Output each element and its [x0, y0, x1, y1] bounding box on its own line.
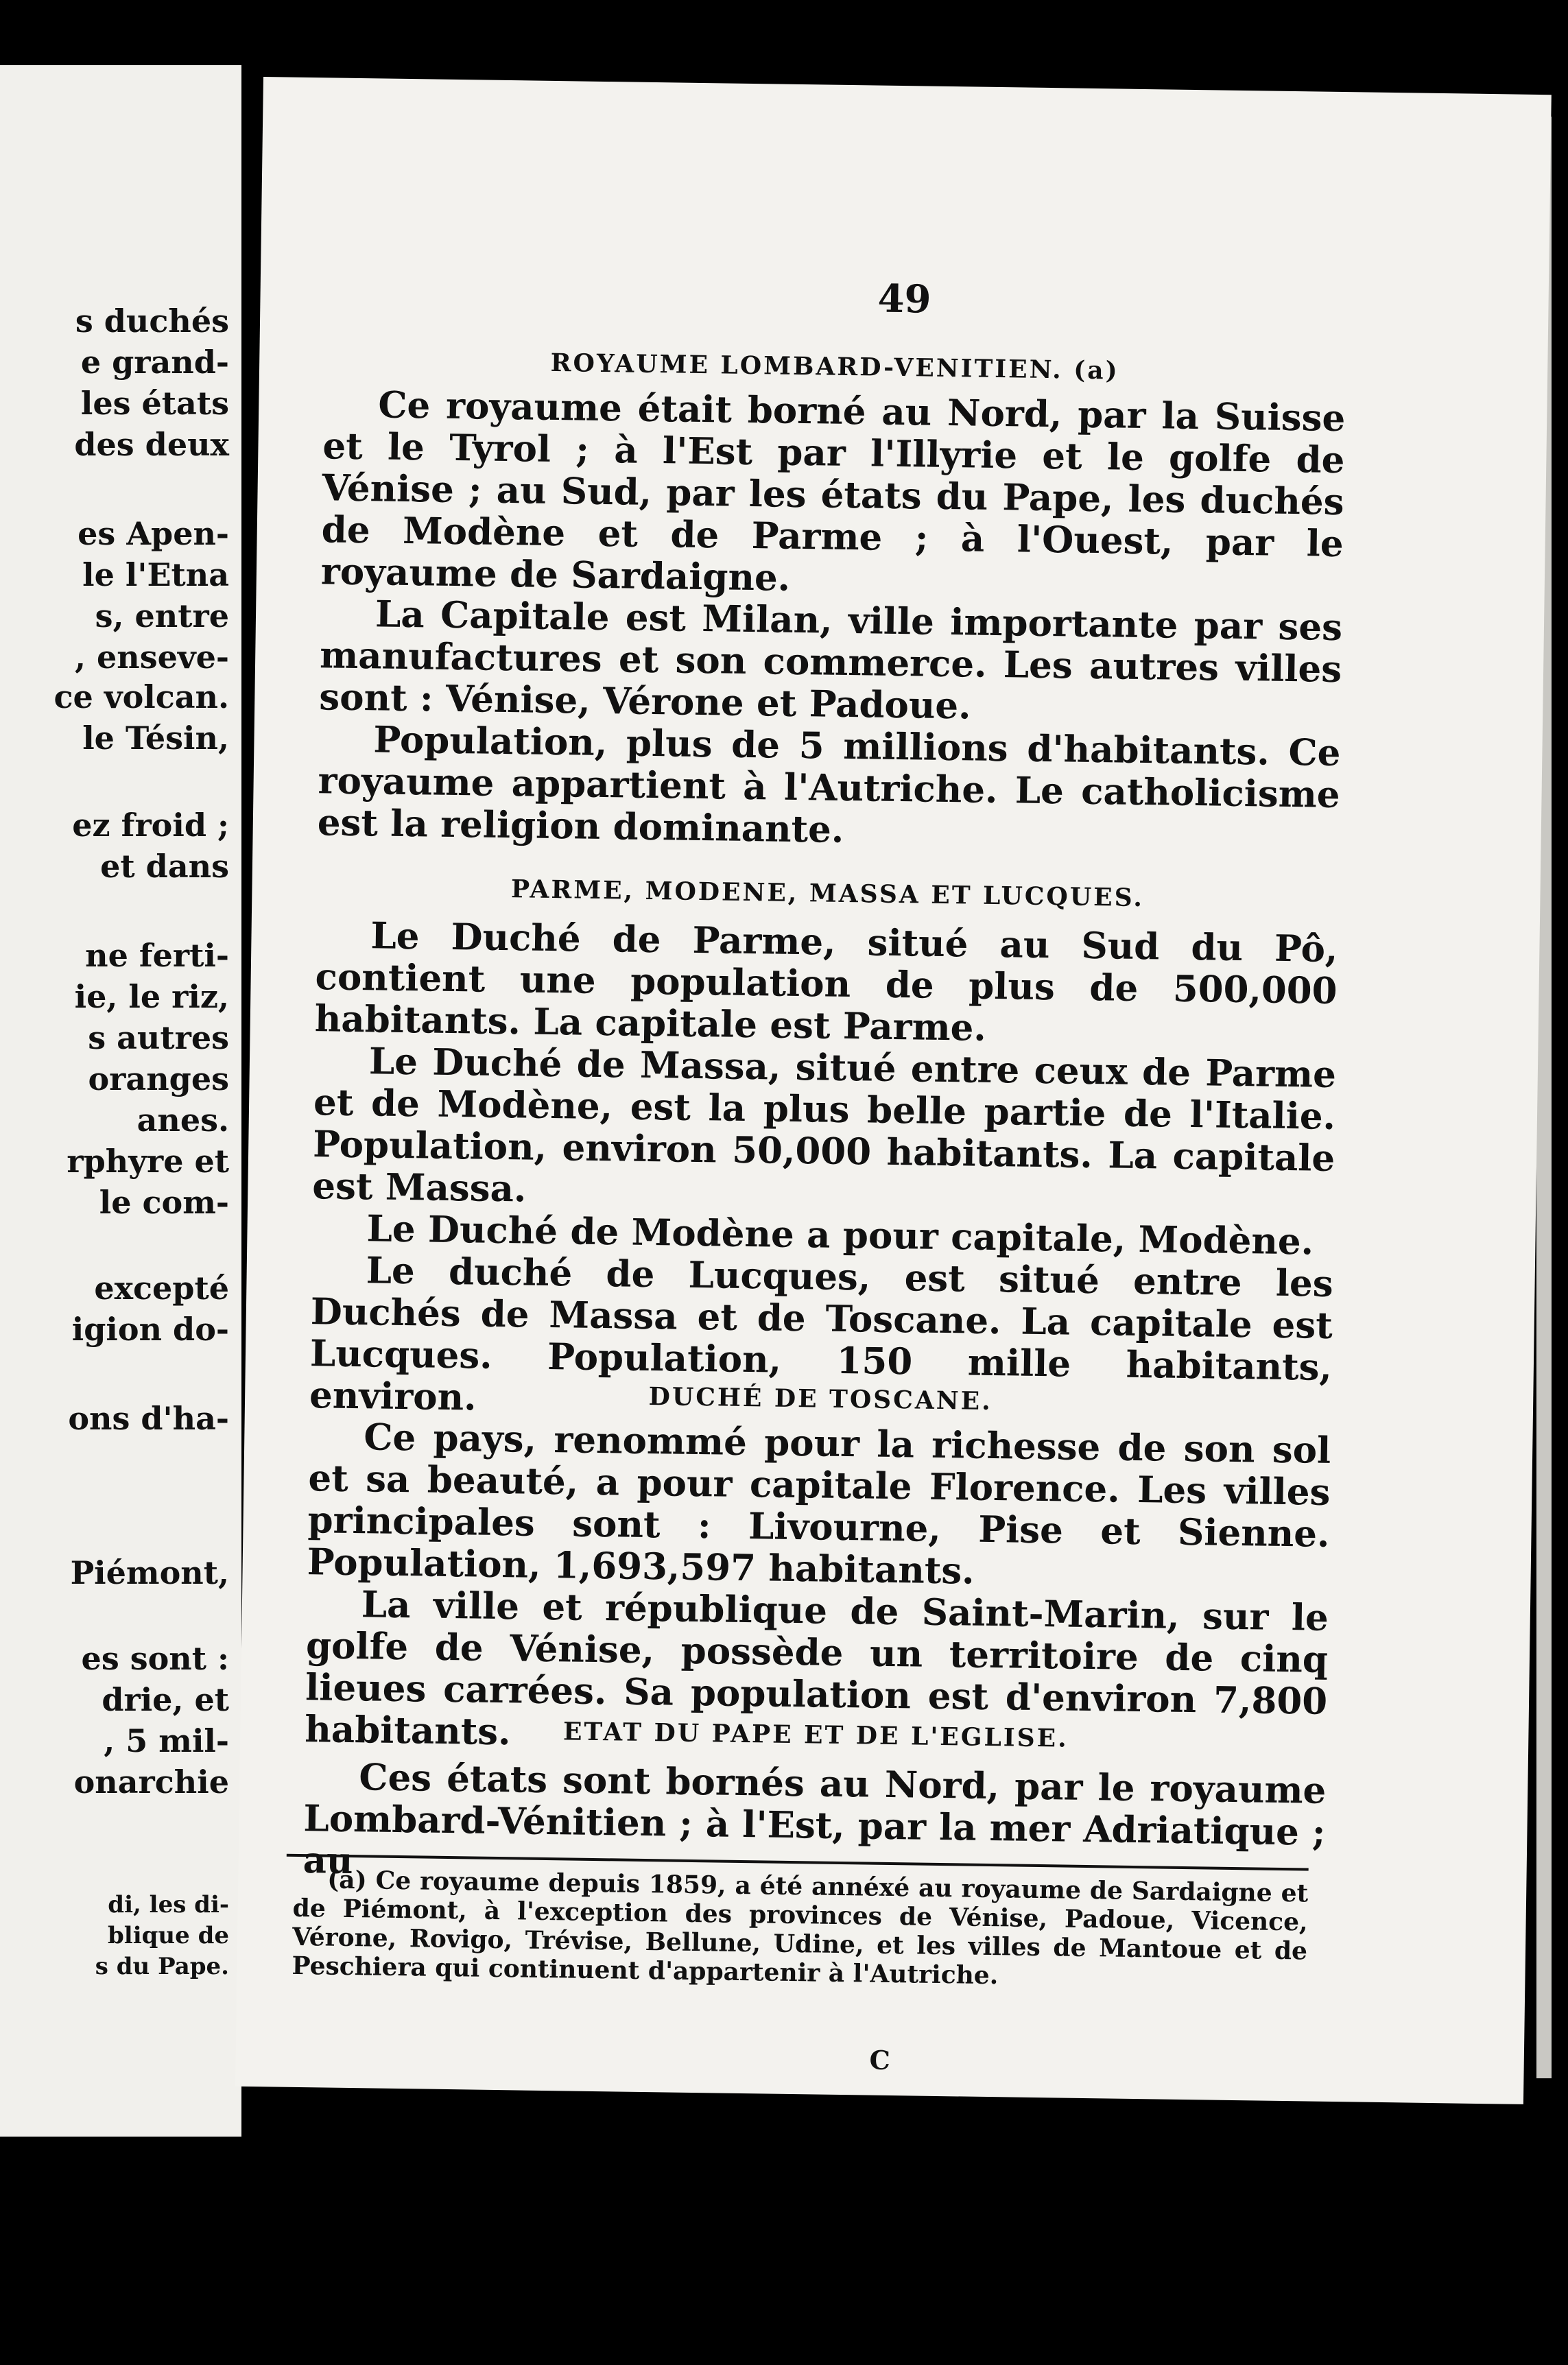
left-page-line: et dans: [100, 848, 229, 885]
left-page-line: drie, et: [102, 1681, 229, 1718]
left-page-line: ons d'ha-: [68, 1400, 229, 1437]
section-toscane: [305, 1377, 1331, 1765]
section-lombard-venitien: [317, 345, 1346, 858]
left-page-line: s autres: [88, 1019, 229, 1056]
left-page-footnote-line: s du Pape.: [95, 1953, 229, 1980]
left-page-line: s duchés: [75, 302, 229, 340]
left-page-line: excepté: [94, 1270, 229, 1307]
paragraph: Ce royaume était borné au Nord, par la Suisse et le Tyrol ; à l'Est par l'Illyrie et le golfe de Vénise ; au Sud, par les états du Pape, les duchés de Modène et de Parme ; à l'Ouest, par le royaume de Sardaigne.: [320, 383, 1346, 599]
paragraph: Le Duché de Parme, situé au Sud du Pô, contient une population de plus de 500,000 habitants. La capitale est Parme.: [314, 914, 1338, 1049]
signature-mark: C: [869, 2044, 891, 2076]
paragraph: Ces états sont bornés au Nord, par le royaume Lombard-Vénitien ; à l'Est, par la mer Adriatique ; au: [302, 1756, 1327, 1883]
left-page-line: ne ferti-: [85, 937, 229, 974]
left-page-line: , enseve-: [75, 639, 229, 676]
left-page-line: le com-: [99, 1184, 229, 1221]
paragraph: Population, plus de 5 millions d'habitants. Ce royaume appartient à l'Autriche. Le catholicisme est la religion dominante.: [317, 718, 1341, 851]
left-page-line: oranges: [88, 1060, 229, 1097]
left-page-line: le l'Etna: [82, 556, 229, 593]
left-page-line: onarchie: [73, 1763, 229, 1801]
left-page-line: e grand-: [80, 344, 229, 381]
paragraph: Le Duché de Modène a pour capitale, Modène.: [366, 1207, 1314, 1263]
book-page: [235, 77, 1552, 2104]
section-parme-modene: [309, 872, 1339, 1431]
left-page-line: Piémont,: [70, 1554, 229, 1591]
section-heading: ETAT DU PAPE ET DE L'EGLISE.: [562, 1717, 1069, 1753]
section-heading: PARME, MODENE, MASSA ET LUCQUES.: [510, 875, 1145, 913]
left-page-line: anes.: [136, 1102, 229, 1139]
left-page-line: rphyre et: [67, 1143, 229, 1180]
section-heading: DUCHÉ DE TOSCANE.: [648, 1382, 993, 1416]
left-page-line: les états: [80, 385, 229, 422]
paragraph: Ce pays, renommé pour la richesse de son sol et sa beauté, a pour capitale Florence. Les villes principales sont : Livourne, Pise et Sienne. Population, 1,693,597 habitants.: [307, 1416, 1331, 1593]
left-page-line: igion do-: [71, 1311, 229, 1348]
left-page-line: es Apen-: [78, 515, 229, 552]
left-page-line: ez froid ;: [72, 807, 229, 844]
left-page-line: le Tésin,: [82, 720, 229, 757]
section-heading: ROYAUME LOMBARD-VENITIEN. (a): [550, 348, 1119, 385]
left-page-line: s, entre: [95, 597, 229, 634]
left-page-line: des deux: [74, 426, 229, 463]
left-page-footnote-line: di, les di-: [108, 1891, 229, 1918]
left-page-footnote-line: blique de: [108, 1922, 229, 1949]
paragraph: La ville et république de Saint-Marin, sur le golfe de Vénise, possède un territoire de cinq lieues carrées. Sa population est d'environ 7,800 habitants.: [304, 1583, 1329, 1754]
paragraph: Le Duché de Massa, situé entre ceux de Parme et de Modène, est la plus belle partie de l'Italie. Population, environ 50,000 habitants. La capitale est Massa.: [311, 1040, 1337, 1211]
paragraph: Le duché de Lucques, est situé entre les Duchés de Massa et de Toscane. La capitale est Lucques. Population, 150 mille habitants, environ.: [309, 1249, 1334, 1419]
left-page-line: , 5 mil-: [104, 1722, 229, 1759]
left-page-fragment: [0, 65, 241, 2137]
left-page-line: ce volcan.: [54, 678, 229, 715]
left-page-line: ie, le riz,: [74, 978, 229, 1015]
footnote: (a) Ce royaume depuis 1859, a été annéxé au royaume de Sardaigne et de Piémont, à l'exception des provinces de Vénise, Padoue, Vicence, Vérone, Rovigo, Trévise, Bellune, Udine, et les villes de Mantoue et de Peschiera qui continuent d'appartenir à l'Autriche.: [292, 1865, 1309, 1990]
left-page-line: es sont :: [81, 1640, 229, 1677]
paragraph: La Capitale est Milan, ville importante par ses manufactures et son commerce. Les autres villes sont : Vénise, Vérone et Padoue.: [318, 593, 1343, 728]
page-number: 49: [877, 276, 931, 322]
